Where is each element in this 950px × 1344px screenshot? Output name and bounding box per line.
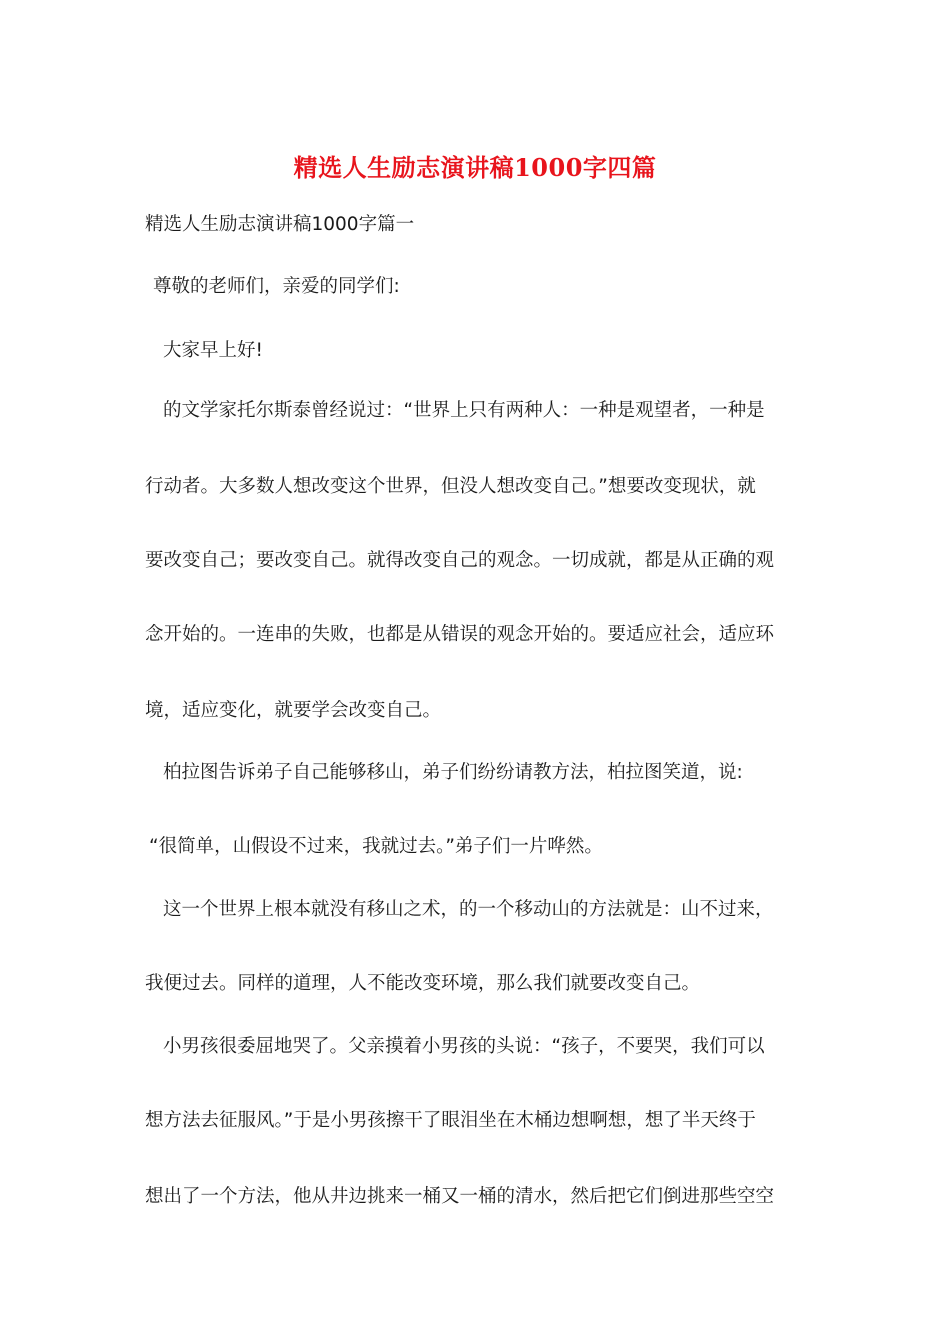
document-title: 精选人生励志演讲稿1000字四篇 xyxy=(293,153,657,182)
paragraph-line: 大家早上好! xyxy=(163,340,263,361)
paragraph-line: 小男孩很委屈地哭了。父亲摸着小男孩的头说：“孩子，不要哭，我们可以 xyxy=(163,1036,765,1057)
paragraph-line: “很简单，山假设不过来，我就过去。”弟子们一片哗然。 xyxy=(149,836,603,857)
paragraph-line: 想方法去征服风。”于是小男孩擦干了眼泪坐在木桶边想啊想，想了半天终于 xyxy=(145,1110,756,1131)
paragraph-line: 柏拉图告诉弟子自己能够移山，弟子们纷纷请教方法，柏拉图笑道，说: xyxy=(163,762,743,783)
paragraph-line: 境，适应变化，就要学会改变自己。 xyxy=(145,700,442,721)
paragraph-line: 的文学家托尔斯泰曾经说过：“世界上只有两种人：一种是观望者，一种是 xyxy=(163,400,765,421)
paragraph-line: 我便过去。同样的道理，人不能改变环境，那么我们就要改变自己。 xyxy=(145,973,701,994)
paragraph-line: 尊敬的老师们，亲爱的同学们: xyxy=(153,276,400,297)
section-heading: 精选人生励志演讲稿1000字篇一 xyxy=(145,214,415,235)
paragraph-line: 想出了一个方法，他从井边挑来一桶又一桶的清水，然后把它们倒进那些空空 xyxy=(145,1186,775,1207)
paragraph-line: 念开始的。一连串的失败，也都是从错误的观念开始的。要适应社会，适应环 xyxy=(145,624,775,645)
paragraph-line: 这一个世界上根本就没有移山之术，的一个移动山的方法就是：山不过来， xyxy=(163,899,774,920)
paragraph-line: 要改变自己；要改变自己。就得改变自己的观念。一切成就，都是从正确的观 xyxy=(145,550,775,571)
paragraph-line: 行动者。大多数人想改变这个世界，但没人想改变自己。”想要改变现状，就 xyxy=(145,476,756,497)
